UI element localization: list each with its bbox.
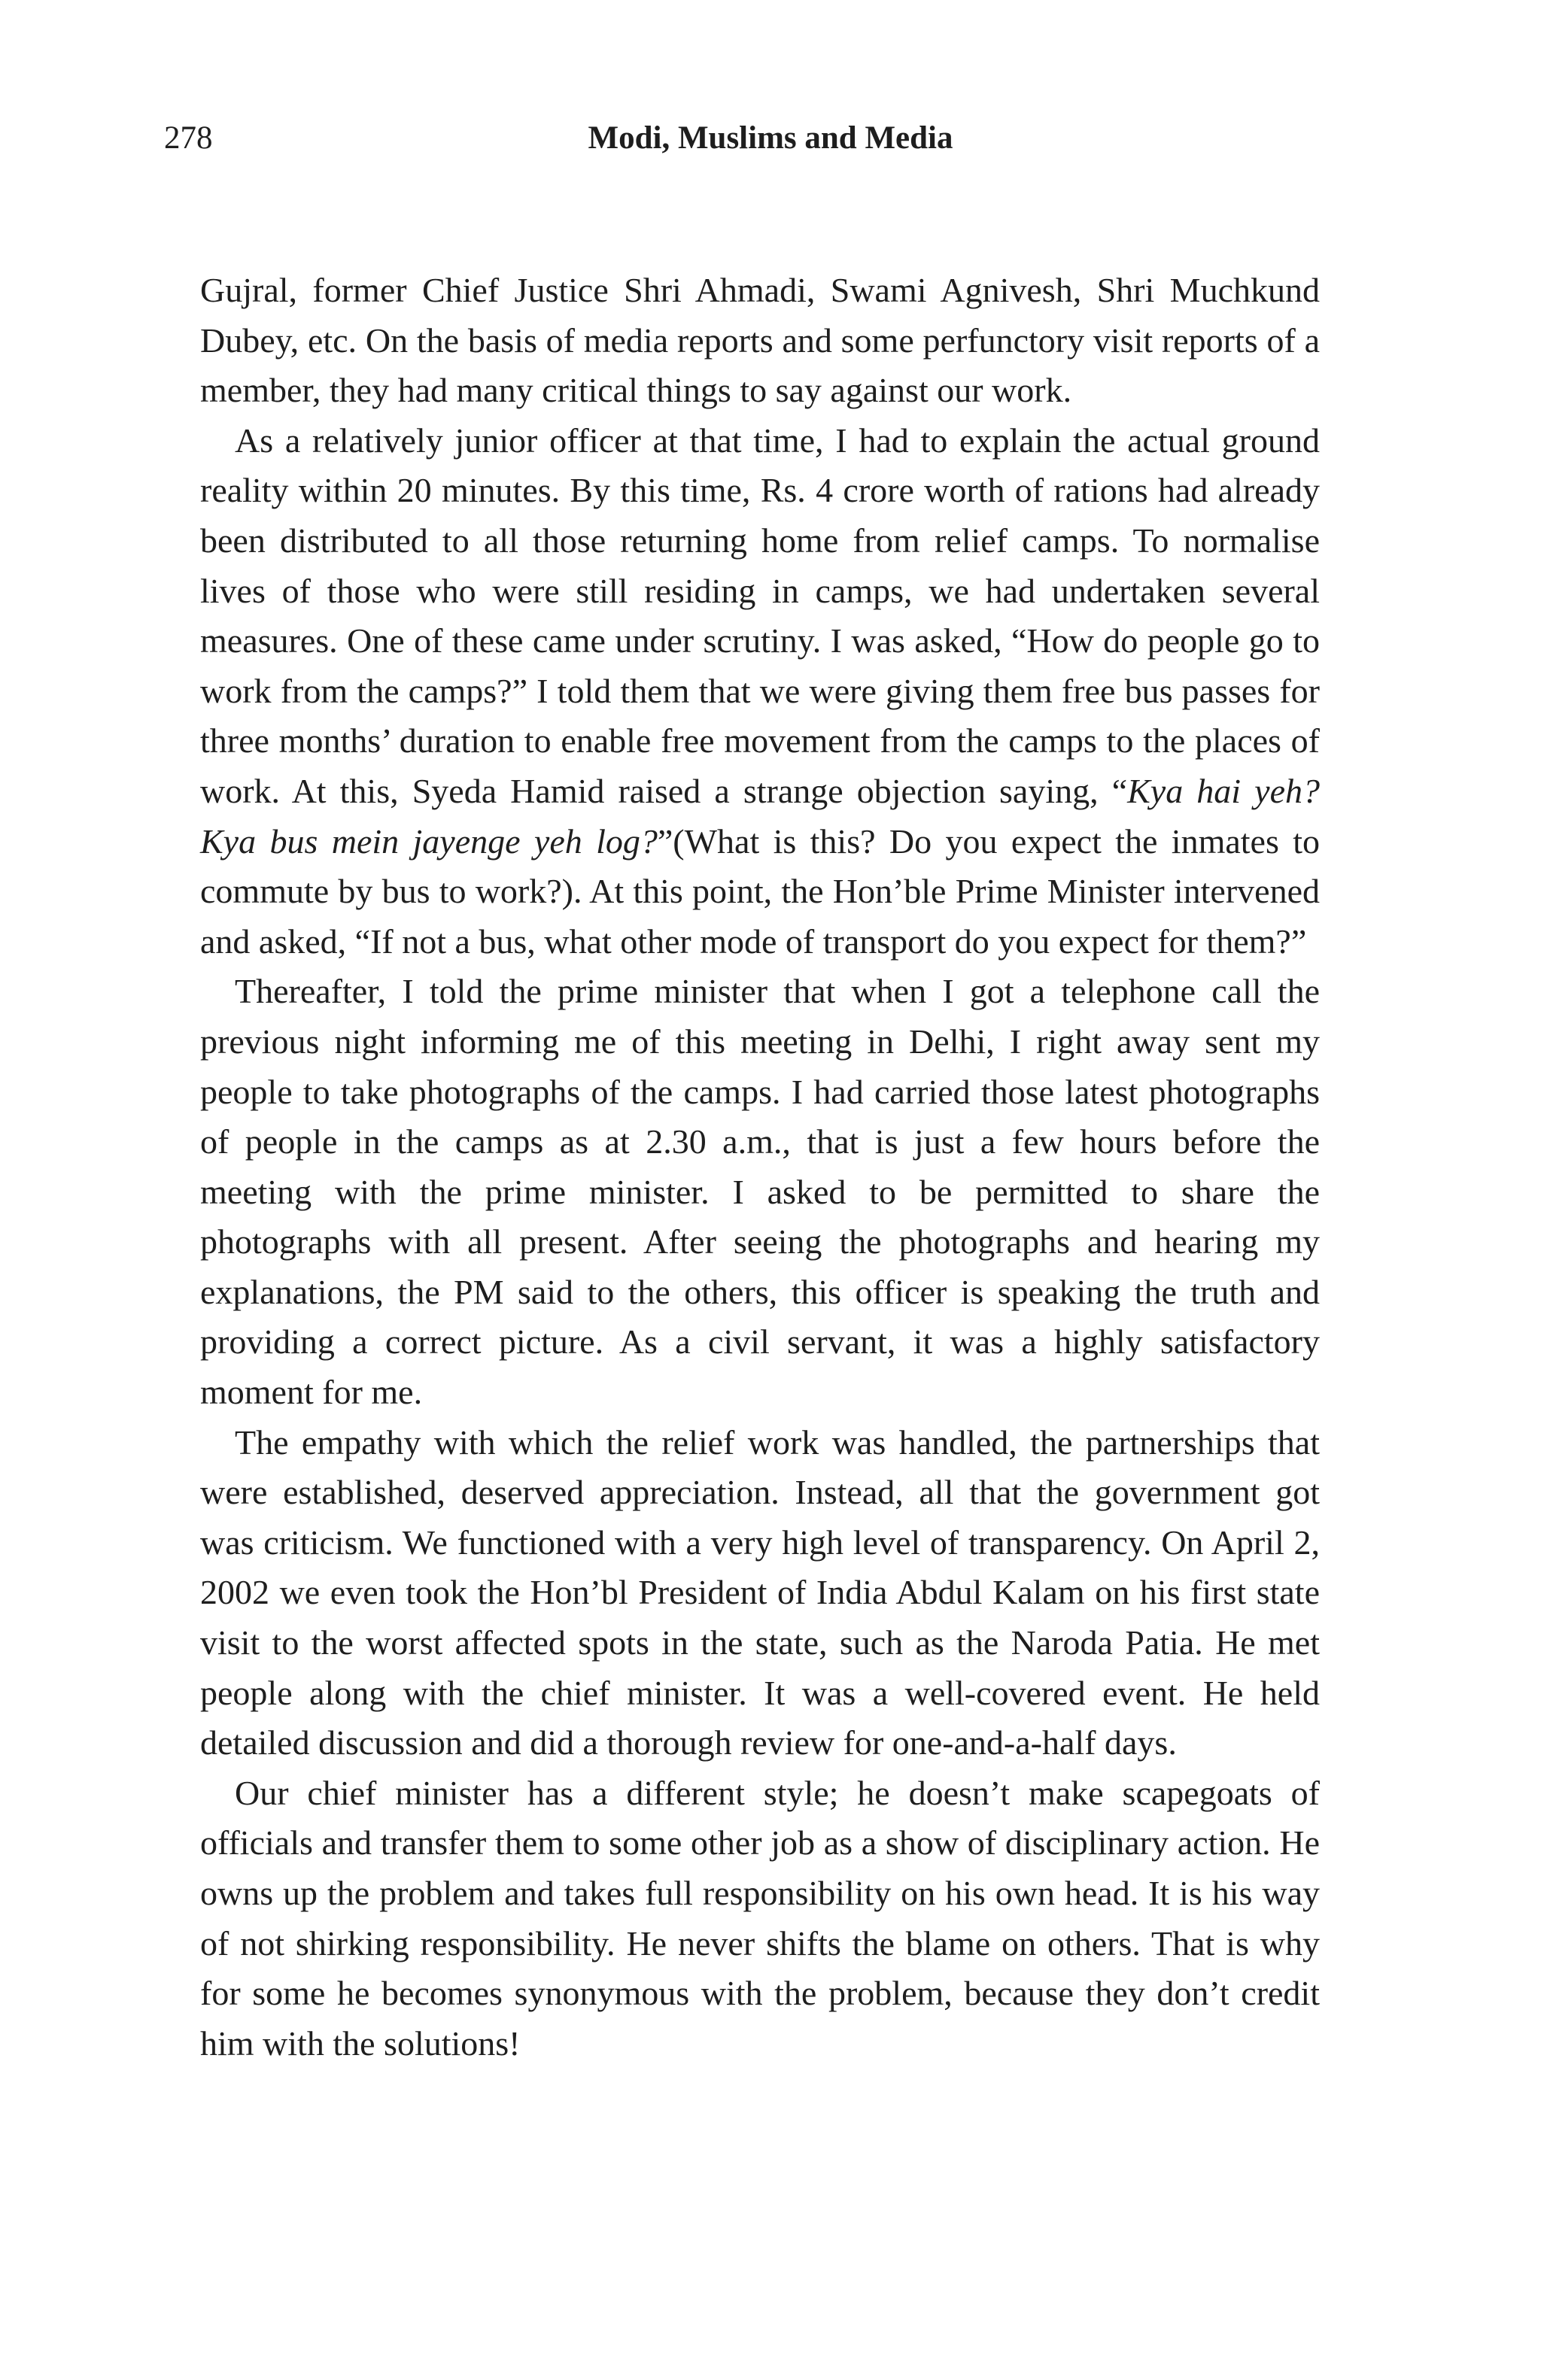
book-title: Modi, Muslims and Media xyxy=(588,120,953,156)
paragraph-3: Thereafter, I told the prime minister that when I got a telephone call the previous night informing me of this meeting in Delhi, I right away sent my people to take photographs of the camps. I had carried those latest photographs of people in the camps as at 2.30 a.m., that is just a few hours before the meeting with the prime minister. I asked to be permitted to share the photographs with all present. After seeing the photographs and hearing my explanations, the PM said to the others, this officer is speaking the truth and providing a correct picture. As a civil servant, it was a highly satisfactory moment for me. xyxy=(200,972,1320,1412)
body-text xyxy=(200,266,1320,2069)
paragraph-2-text-a: As a relatively junior officer at that time, I had to explain the actual ground reality within 20 minutes. By this time, Rs. 4 crore worth of rations had already been distributed to all those returning home from relief camps. To normalise lives of those who were still residing in camps, we had undertaken several measures. One of these came under scrutiny. I was asked, “How do people go to work from the camps?” I told them that we were giving them free bus passes for three months’ duration to enable free movement from the camps to the places of work. At this, Syeda Hamid raised a strange objection saying, “ xyxy=(200,420,1320,810)
paragraph-5: Our chief minister has a different style; he doesn’t make scapegoats of officials and transfer them to some other job as a show of disciplinary action. He owns up the problem and takes full responsibility on his own head. It is his way of not shirking responsibility. He never shifts the blame on others. That is why for some he becomes synonymous with the problem, because they don’t credit him with the solutions! xyxy=(200,1773,1320,2063)
paragraph-2-text-b: ”(What is this? Do you expect the inmates to commute by bus to work?). At this point, the Hon’ble Prime Minister intervened and asked, “If not a bus, what other mode of transport do you expect for them?” xyxy=(200,821,1321,961)
paragraph-2-italic-quote: Kya hai yeh? Kya bus mein jayenge yeh log? xyxy=(200,771,1320,861)
paragraph-1: Gujral, former Chief Justice Shri Ahmadi, Swami Agnivesh, Shri Muchkund Dubey, etc. On the basis of media reports and some perfunctory visit reports of a member, they had many critical things to say against our work. xyxy=(200,271,1320,410)
page-number: 278 xyxy=(164,120,213,156)
running-header xyxy=(0,116,1541,161)
paragraph-2 xyxy=(200,416,1320,967)
paragraph-4: The empathy with which the relief work was handled, the partnerships that were established, deserved appreciation. Instead, all that the government got was criticism. We functioned with a very high level of transparency. On April 2, 2002 we even took the Hon’bl President of India Abdul Kalam on his first state visit to the worst affected spots in the state, such as the Naroda Patia. He met people along with the chief minister. It was a well-covered event. He held detailed discussion and did a thorough review for one-and-a-half days. xyxy=(200,1422,1320,1762)
